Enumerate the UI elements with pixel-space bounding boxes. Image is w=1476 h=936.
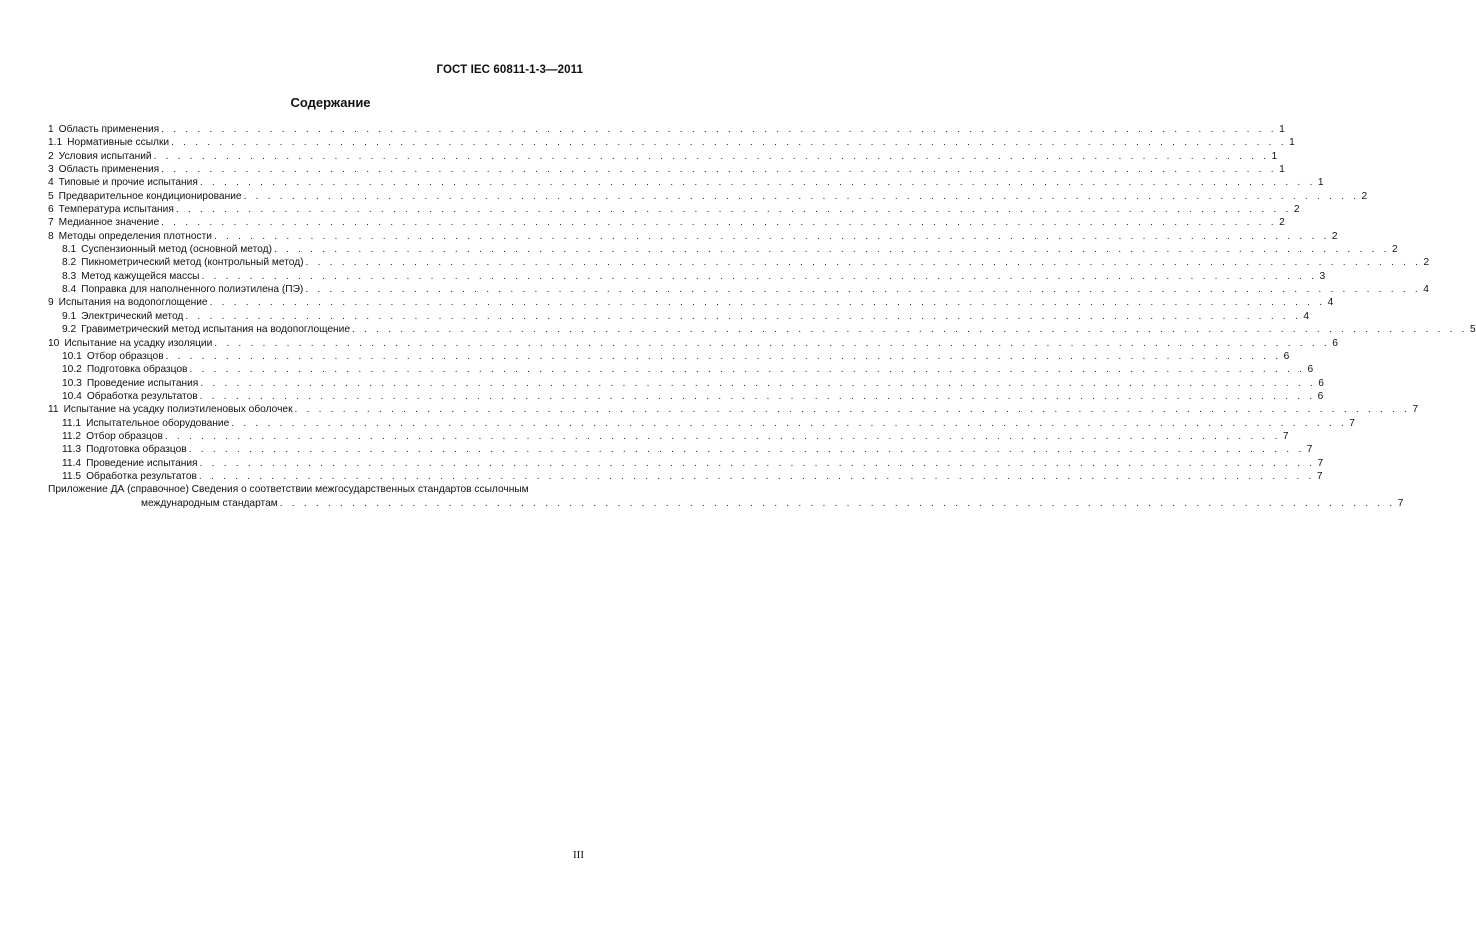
toc-entry-label: Нормативные ссылки: [67, 137, 170, 149]
toc-entry[interactable]: [48, 163, 1285, 176]
toc-entry-number: 5: [48, 190, 54, 202]
toc-entry-label: Подготовка образцов: [86, 444, 187, 456]
toc-entry-page-number: 7: [1282, 430, 1289, 442]
toc-entry-number: 1.1: [48, 137, 63, 149]
toc-entry-page-number: 6: [1318, 377, 1324, 389]
appendix-title-line1: Приложение ДА (справочное) Сведения о соответствии межгосударственных стандартов ссылочным: [48, 484, 529, 496]
toc-entry-number: 11.5: [62, 470, 82, 482]
toc-entry-label: Поправка для наполненного полиэтилена (ПЭ): [81, 284, 304, 296]
toc-entry[interactable]: [48, 230, 1338, 243]
toc-entry-label: Пикнометрический метод (контрольный метод): [81, 257, 304, 269]
toc-entry[interactable]: [48, 190, 1368, 203]
toc-entry-page-number: 4: [1303, 310, 1310, 322]
toc-entry-label: Предварительное кондиционирование: [58, 190, 242, 202]
toc-entry-page-number: 1: [1271, 150, 1278, 162]
toc-entry-number: 6: [48, 204, 54, 216]
toc-entry-page-number: 7: [1349, 417, 1355, 429]
leader-dots: . . . . . . . . . . . . . . . . . . . . . . . . . . . . . . . . . . . . . . . . . . . . . . . . . . . . . . . . . . . . . . . . . . . . . . . . . . . . . . . . . . . . . . . . . . . . .: [213, 230, 1330, 242]
leader-dots: . . . . . . . . . . . . . . . . . . . . . . . . . . . . . . . . . . . . . . . . . . . . . . . . . . . . . . . . . . . . . . . . . . . . . . . . . . . . . . . . . . . . . . . . . . . . .: [273, 244, 1390, 256]
leader-dots: . . . . . . . . . . . . . . . . . . . . . . . . . . . . . . . . . . . . . . . . . . . . . . . . . . . . . . . . . . . . . . . . . . . . . . . . . . . . . . . . . . . . . . . . . . . . .: [294, 404, 1411, 416]
leader-dots: . . . . . . . . . . . . . . . . . . . . . . . . . . . . . . . . . . . . . . . . . . . . . . . . . . . . . . . . . . . . . . . . . . . . . . . . . . . . . . . . . . . . . . . . . . . . .: [164, 430, 1281, 442]
leader-dots: . . . . . . . . . . . . . . . . . . . . . . . . . . . . . . . . . . . . . . . . . . . . . . . . . . . . . . . . . . . . . . . . . . . . . . . . . . . . . . . . . . . . . . . . . . . . .: [231, 417, 1347, 429]
toc-entry-page-number: 7: [1412, 404, 1419, 416]
toc-entry[interactable]: [48, 296, 1334, 309]
toc-entry-label: Метод кажущейся массы: [81, 270, 200, 282]
appendix-page-number: 7: [1397, 497, 1404, 509]
toc-entry-page-number: 2: [1331, 230, 1338, 242]
leader-dots: . . . . . . . . . . . . . . . . . . . . . . . . . . . . . . . . . . . . . . . . . . . . . . . . . . . . . . . . . . . . . . . . . . . . . . . . . . . . . . . . . . . . . . . . . . . . .: [161, 217, 1277, 229]
toc-entry-label: Обработка результатов: [86, 470, 197, 482]
toc-entry-number: 8.2: [62, 257, 77, 269]
appendix-title-line2-row: [48, 497, 1404, 510]
toc-entry-label: Область применения: [58, 164, 160, 176]
toc-entry-label: Испытание на усадку полиэтиленовых оболочек: [63, 404, 293, 416]
toc-entry-number: 10.2: [62, 364, 82, 376]
leader-dots: . . . . . . . . . . . . . . . . . . . . . . . . . . . . . . . . . . . . . . . . . . . . . . . . . . . . . . . . . . . . . . . . . . . . . . . . . . . . . . . . . . . . . . . . . . . . .: [165, 350, 1282, 362]
leader-dots: . . . . . . . . . . . . . . . . . . . . . . . . . . . . . . . . . . . . . . . . . . . . . . . . . . . . . . . . . . . . . . . . . . . . . . . . . . . . . . . . . . . . . . . . . . . . .: [199, 390, 1316, 402]
toc-entry-label: Методы определения плотности: [58, 230, 212, 242]
toc-entry-label: Отбор образцов: [86, 430, 163, 442]
toc-entry-label: Испытание на усадку изоляции: [64, 337, 213, 349]
toc-entry[interactable]: [48, 283, 1429, 296]
leader-dots: . . . . . . . . . . . . . . . . . . . . . . . . . . . . . . . . . . . . . . . . . . . . . . . . . . . . . . . . . . . . . . . . . . . . . . . . . . . . . . . . . . . . . . . . . . . . .: [185, 310, 1302, 322]
toc-entry-page-number: 2: [1423, 257, 1430, 269]
toc-entry-label: Медианное значение: [58, 217, 160, 229]
toc-entries: [48, 123, 1476, 483]
toc-entry-number: 11.4: [62, 457, 82, 469]
leader-dots: . . . . . . . . . . . . . . . . . . . . . . . . . . . . . . . . . . . . . . . . . . . . . . . . . . . . . . . . . . . . . . . . . . . . . . . . . . . . . . . . . . . . . . . . . . . . .: [153, 150, 1270, 162]
toc-entry[interactable]: [48, 417, 1355, 430]
toc-entry-label: Проведение испытания: [86, 457, 198, 469]
toc-entry-number: 7: [48, 217, 54, 229]
toc-entry-number: 2: [48, 150, 54, 162]
toc-entry-number: 9.1: [62, 310, 77, 322]
appendix-title-line2: международным стандартам: [141, 497, 278, 509]
toc-entry-label: Типовые и прочие испытания: [58, 177, 198, 189]
page-folio: III: [573, 849, 584, 861]
toc-entry-page-number: 4: [1423, 284, 1429, 296]
toc-entry[interactable]: [48, 203, 1300, 216]
toc-entry-number: 10.3: [62, 377, 82, 389]
toc-entry-page-number: 6: [1332, 337, 1338, 349]
toc-entry-label: Обработка результатов: [86, 390, 198, 402]
toc-entry-appendix[interactable]: [48, 483, 1404, 510]
toc-entry[interactable]: [48, 136, 1295, 149]
toc-entry-number: 11.2: [62, 430, 82, 442]
toc-entry[interactable]: [48, 403, 1419, 416]
toc-entry-label: Электрический метод: [81, 310, 184, 322]
toc-entry-label: Отбор образцов: [86, 350, 164, 362]
toc-entry-number: 10: [48, 337, 60, 349]
leader-dots: . . . . . . . . . . . . . . . . . . . . . . . . . . . . . . . . . . . . . . . . . . . . . . . . . . . . . . . . . . . . . . . . . . . . . . . . . . . . . . . . . . . . . . . . . . . . .: [305, 284, 1421, 296]
toc-entry-number: 1: [48, 124, 54, 135]
leader-dots: . . . . . . . . . . . . . . . . . . . . . . . . . . . . . . . . . . . . . . . . . . . . . . . . . . . . . . . . . . . . . . . . . . . . . . . . . . . . . . . . . . . . . . . . . . . . .: [188, 444, 1305, 456]
toc-entry-page-number: 6: [1283, 350, 1290, 362]
toc-entry-label: Условия испытаний: [58, 150, 152, 162]
leader-dots: . . . . . . . . . . . . . . . . . . . . . . . . . . . . . . . . . . . . . . . . . . . . . . . . . . . . . . . . . . . . . . . . . . . . . . . . . . . . . . . . . . . . . . . . . . . . .: [189, 364, 1306, 376]
toc-entry-label: Испытания на водопоглощение: [58, 297, 208, 309]
leader-dots: . . . . . . . . . . . . . . . . . . . . . . . . . . . . . . . . . . . . . . . . . . . . . . . . . . . . . . . . . . . . . . . . . . . . . . . . . . . . . . . . . . . . . . . . . . . . .: [198, 470, 1315, 482]
leader-dots: . . . . . . . . . . . . . . . . . . . . . . . . . . . . . . . . . . . . . . . . . . . . . . . . . . . . . . . . . . . . . . . . . . . . . . . . . . . . . . . . . . . . . . . . . . . . .: [161, 124, 1277, 135]
toc-entry[interactable]: [48, 216, 1285, 229]
table-of-contents: [48, 123, 1476, 510]
toc-entry-page-number: 2: [1279, 217, 1285, 229]
toc-entry-label: Гравиметрический метод испытания на водопоглощение: [81, 324, 351, 336]
leader-dots: . . . . . . . . . . . . . . . . . . . . . . . . . . . . . . . . . . . . . . . . . . . . . . . . . . . . . . . . . . . . . . . . . . . . . . . . . . . . . . . . . . . . . . . . . . . . .: [279, 497, 1396, 509]
leader-dots: . . . . . . . . . . . . . . . . . . . . . . . . . . . . . . . . . . . . . . . . . . . . . . . . . . . . . . . . . . . . . . . . . . . . . . . . . . . . . . . . . . . . . . . . . . . . .: [200, 377, 1316, 389]
toc-entry-number: 9.2: [62, 324, 77, 336]
toc-entry-label: Суспензионный метод (основной метод): [81, 244, 272, 256]
toc-entry[interactable]: [48, 363, 1314, 376]
toc-entry[interactable]: [48, 443, 1313, 456]
toc-entry-page-number: 7: [1306, 444, 1313, 456]
leader-dots: . . . . . . . . . . . . . . . . . . . . . . . . . . . . . . . . . . . . . . . . . . . . . . . . . . . . . . . . . . . . . . . . . . . . . . . . . . . . . . . . . . . . . . . . . . . . .: [243, 190, 1360, 202]
leader-dots: . . . . . . . . . . . . . . . . . . . . . . . . . . . . . . . . . . . . . . . . . . . . . . . . . . . . . . . . . . . . . . . . . . . . . . . . . . . . . . . . . . . . . . . . . . . . .: [175, 204, 1292, 216]
leader-dots: . . . . . . . . . . . . . . . . . . . . . . . . . . . . . . . . . . . . . . . . . . . . . . . . . . . . . . . . . . . . . . . . . . . . . . . . . . . . . . . . . . . . . . . . . . . . .: [214, 337, 1330, 349]
toc-entry-number: 11.1: [62, 417, 82, 429]
leader-dots: . . . . . . . . . . . . . . . . . . . . . . . . . . . . . . . . . . . . . . . . . . . . . . . . . . . . . . . . . . . . . . . . . . . . . . . . . . . . . . . . . . . . . . . . . . . . .: [209, 297, 1326, 309]
toc-entry-page-number: 3: [1319, 270, 1326, 282]
toc-entry[interactable]: [48, 390, 1324, 403]
page-title: Содержание: [290, 95, 371, 110]
toc-entry-number: 8: [48, 230, 54, 242]
toc-entry-number: 10.1: [62, 350, 82, 362]
toc-entry-number: 8.3: [62, 270, 77, 282]
toc-entry[interactable]: [48, 176, 1324, 189]
toc-entry[interactable]: [48, 123, 1285, 136]
toc-entry-number: 11.3: [62, 444, 82, 456]
toc-entry-page-number: 7: [1317, 457, 1324, 469]
toc-entry-label: Температура испытания: [58, 204, 174, 216]
toc-entry-label: Область применения: [58, 124, 160, 135]
toc-entry[interactable]: [48, 270, 1326, 283]
toc-entry-label: Подготовка образцов: [86, 364, 188, 376]
toc-entry-label: Испытательное оборудование: [86, 417, 230, 429]
leader-dots: . . . . . . . . . . . . . . . . . . . . . . . . . . . . . . . . . . . . . . . . . . . . . . . . . . . . . . . . . . . . . . . . . . . . . . . . . . . . . . . . . . . . . . . . . . . . .: [199, 457, 1316, 469]
toc-entry-page-number: 2: [1293, 204, 1300, 216]
leader-dots: . . . . . . . . . . . . . . . . . . . . . . . . . . . . . . . . . . . . . . . . . . . . . . . . . . . . . . . . . . . . . . . . . . . . . . . . . . . . . . . . . . . . . . . . . . . . .: [305, 257, 1422, 269]
leader-dots: . . . . . . . . . . . . . . . . . . . . . . . . . . . . . . . . . . . . . . . . . . . . . . . . . . . . . . . . . . . . . . . . . . . . . . . . . . . . . . . . . . . . . . . . . . . . .: [171, 137, 1287, 149]
toc-entry-page-number: 7: [1316, 470, 1323, 482]
toc-entry[interactable]: [48, 377, 1324, 390]
toc-entry[interactable]: [48, 430, 1289, 443]
document-header: ГОСТ IEC 60811-1-3—2011: [436, 64, 583, 76]
leader-dots: . . . . . . . . . . . . . . . . . . . . . . . . . . . . . . . . . . . . . . . . . . . . . . . . . . . . . . . . . . . . . . . . . . . . . . . . . . . . . . . . . . . . . . . . . . . . .: [199, 177, 1316, 189]
toc-entry-page-number: 1: [1279, 124, 1285, 135]
toc-entry[interactable]: [48, 457, 1324, 470]
toc-entry-number: 10.4: [62, 390, 82, 402]
toc-entry[interactable]: [48, 256, 1430, 269]
toc-entry[interactable]: [48, 310, 1310, 323]
toc-entry-number: 11: [48, 404, 59, 416]
toc-entry-page-number: 4: [1327, 297, 1334, 309]
toc-entry-page-number: 1: [1279, 164, 1285, 176]
toc-entry[interactable]: [48, 323, 1476, 336]
toc-entry-number: 4: [48, 177, 54, 189]
toc-entry[interactable]: [48, 337, 1338, 350]
toc-entry-page-number: 1: [1317, 177, 1324, 189]
toc-entry[interactable]: [48, 350, 1290, 363]
toc-entry-number: 8.1: [62, 244, 77, 256]
toc-entry-page-number: 1: [1289, 137, 1295, 149]
toc-entry-page-number: 6: [1307, 364, 1314, 376]
toc-entry-label: Проведение испытания: [86, 377, 199, 389]
toc-entry-number: 3: [48, 164, 54, 176]
toc-entry-number: 9: [48, 297, 54, 309]
toc-entry[interactable]: [48, 470, 1323, 483]
toc-entry-page-number: 6: [1317, 390, 1324, 402]
toc-entry-page-number: 5: [1470, 324, 1476, 336]
toc-entry-number: 8.4: [62, 284, 77, 296]
toc-entry-page-number: 2: [1391, 244, 1398, 256]
leader-dots: . . . . . . . . . . . . . . . . . . . . . . . . . . . . . . . . . . . . . . . . . . . . . . . . . . . . . . . . . . . . . . . . . . . . . . . . . . . . . . . . . . . . . . . . . . . . .: [201, 270, 1318, 282]
leader-dots: . . . . . . . . . . . . . . . . . . . . . . . . . . . . . . . . . . . . . . . . . . . . . . . . . . . . . . . . . . . . . . . . . . . . . . . . . . . . . . . . . . . . . . . . . . . . .: [161, 164, 1277, 176]
leader-dots: . . . . . . . . . . . . . . . . . . . . . . . . . . . . . . . . . . . . . . . . . . . . . . . . . . . . . . . . . . . . . . . . . . . . . . . . . . . . . . . . . . . . . . . . . . . . .: [352, 324, 1468, 336]
toc-entry-page-number: 2: [1361, 190, 1368, 202]
toc-entry[interactable]: [48, 243, 1398, 256]
toc-entry[interactable]: [48, 150, 1278, 163]
